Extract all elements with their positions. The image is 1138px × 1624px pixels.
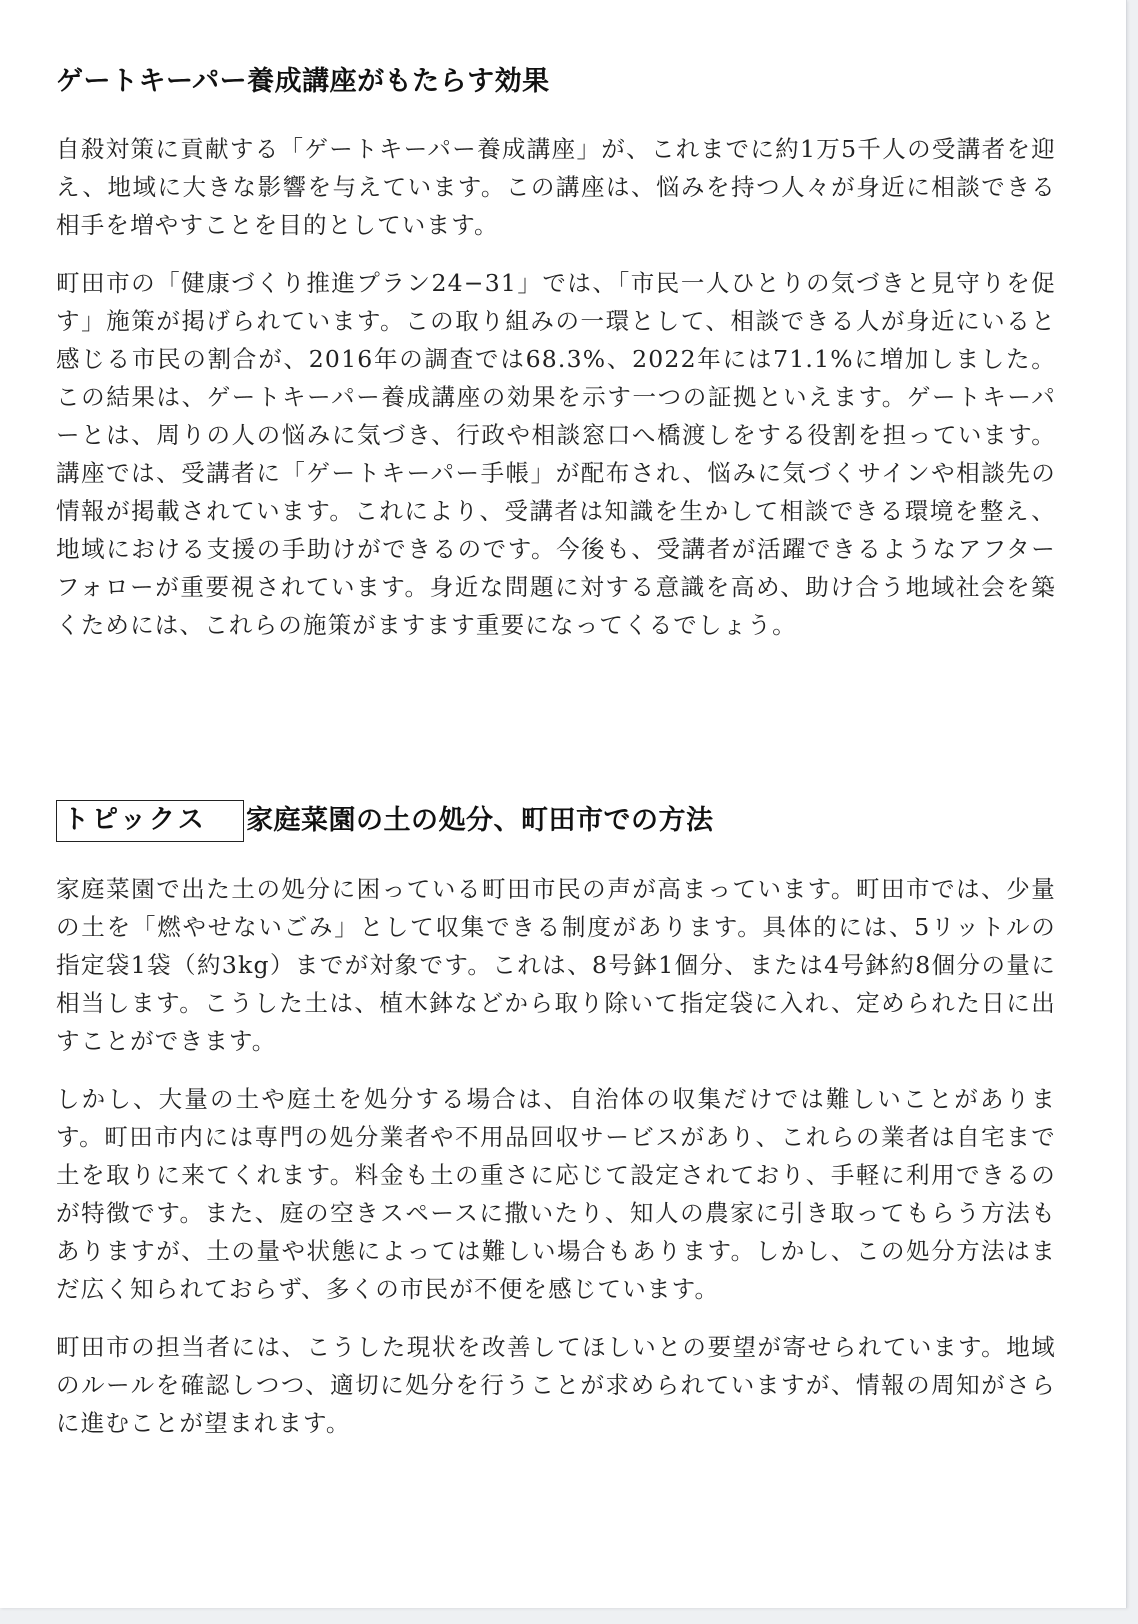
topic-heading-row: [56, 800, 1056, 842]
article-title: 家庭菜園の土の処分、町田市での方法: [246, 805, 714, 836]
topics-badge: トピックス: [56, 800, 244, 842]
article-paragraph: 自殺対策に貢献する「ゲートキーパー養成講座」が、これまでに約1万5千人の受講者を迎え、地域に大きな影響を与えています。この講座は、悩みを持つ人々が身近に相談できる相手を増やすことを目的としています。: [56, 135, 1056, 239]
article-paragraph: 町田市の担当者には、こうした現状を改善してほしいとの要望が寄せられています。地域のルールを確認しつつ、適切に処分を行うことが求められていますが、情報の周知がさらに進むことが望まれます。: [56, 1333, 1056, 1437]
article-paragraph: 町田市の「健康づくり推進プラン24−31」では、「市民一人ひとりの気づきと見守りを促す」施策が掲げられています。この取り組みの一環として、相談できる人が身近にいると感じる市民の割合が、2016年の調査では68.3%、2022年には71.1%に増加しました。この結果は、ゲートキーパー養成講座の効果を示す一つの証拠といえます。ゲートキーパーとは、周りの人の悩みに気づき、行政や相談窓口へ橋渡しをする役割を担っています。講座では、受講者に「ゲートキーパー手帳」が配布され、悩みに気づくサインや相談先の情報が掲載されています。これにより、受講者は知識を生かして相談できる環境を整え、地域における支援の手助けができるのです。今後も、受講者が活躍できるようなアフターフォローが重要視されています。身近な問題に対する意識を高め、助け合う地域社会を築くためには、これらの施策がますます重要になってくるでしょう。: [56, 269, 1056, 639]
article-paragraph: しかし、大量の土や庭土を処分する場合は、自治体の収集だけでは難しいことがあります。町田市内には専門の処分業者や不用品回収サービスがあり、これらの業者は自宅まで土を取りに来てくれます。料金も土の重さに応じて設定されており、手軽に利用できるのが特徴です。また、庭の空きスペースに撒いたり、知人の農家に引き取ってもらう方法もありますが、土の量や状態によっては難しい場合もあります。しかし、この処分方法はまだ広く知られておらず、多くの市民が不便を感じています。: [56, 1085, 1056, 1303]
article-paragraph: 家庭菜園で出た土の処分に困っている町田市民の声が高まっています。町田市では、少量の土を「燃やせないごみ」として収集できる制度があります。具体的には、5リットルの指定袋1袋（約3kg）までが対象です。これは、8号鉢1個分、または4号鉢約8個分の量に相当します。こうした土は、植木鉢などから取り除いて指定袋に入れ、定められた日に出すことができます。: [56, 875, 1056, 1055]
article-gatekeeper: [56, 62, 1056, 644]
article-garden-soil: [56, 800, 1056, 1442]
article-title: ゲートキーパー養成講座がもたらす効果: [56, 66, 550, 97]
